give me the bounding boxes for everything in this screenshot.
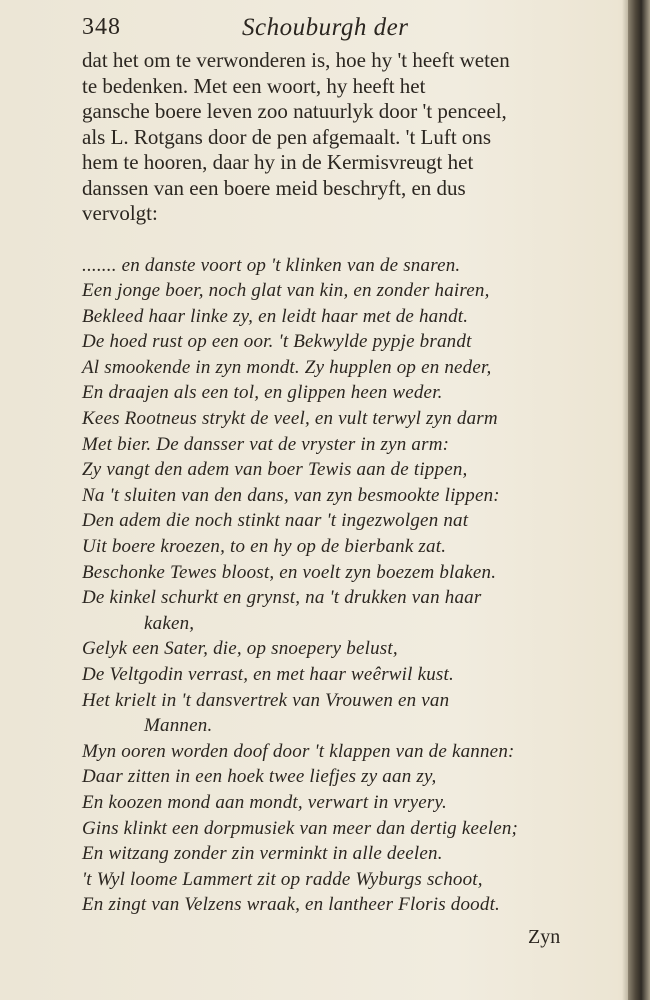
prose-line: als L. Rotgans door de pen afgemaalt. 't Luft ons — [82, 124, 492, 149]
page-edge — [628, 0, 650, 1000]
verse-line-continuation: kaken, — [144, 612, 195, 634]
prose-line: te bedenken. Met een woort, hy heeft het — [82, 73, 426, 98]
verse-line: Gelyk een Sater, die, op snoepery belust, — [82, 638, 398, 660]
verse-line: Uit boere kroezen, to en hy op de bierbank zat. — [82, 536, 447, 558]
verse-line: Na 't sluiten van den dans, van zyn besmookte lippen: — [82, 484, 500, 506]
page-number: 348 — [82, 14, 121, 40]
verse-line: ....... en danste voort op 't klinken van de snaren. — [82, 254, 461, 276]
prose-line: hem te hooren, daar hy in de Kermisvreugt het — [82, 150, 474, 174]
verse-line: De kinkel schurkt en grynst, na 't drukken van haar — [82, 587, 482, 609]
verse-line: Met bier. De dansser vat de vryster in zyn arm: — [82, 433, 450, 455]
prose-line: vervolgt: — [82, 201, 158, 225]
prose-paragraph — [82, 48, 572, 227]
prose-line: gansche boere leven zoo natuurlyk door 't penceel, — [82, 99, 507, 123]
verse-line-continuation: Mannen. — [144, 715, 213, 737]
catchword: Zyn — [528, 926, 561, 948]
verse-line: De hoed rust op een oor. 't Bekwylde pypje brandt — [82, 331, 472, 353]
verse-line: Bekleed haar linke zy, en leidt haar met de handt. — [82, 305, 469, 327]
page-header — [82, 14, 572, 48]
verse-line: Het krielt in 't dansvertrek van Vrouwen en van — [82, 689, 450, 711]
prose-line: dat het om te verwonderen is, hoe hy 't heeft weten — [82, 48, 510, 72]
verse-line: Zy vangt den adem van boer Tewis aan de tippen, — [82, 459, 468, 481]
verse-line: Myn ooren worden doof door 't klappen van de kannen: — [82, 740, 515, 762]
verse-line: Al smookende in zyn mondt. Zy hupplen op en neder, — [82, 356, 492, 378]
verse-line: De Veltgodin verrast, en met haar weêrwil kust. — [82, 664, 454, 685]
verse-line: En draajen als een tol, en glippen heen weder. — [82, 382, 443, 404]
verse-line: 't Wyl loome Lammert zit op radde Wyburgs schoot, — [82, 868, 483, 890]
verse-line: Gins klinkt een dorpmusiek van meer dan dertig keelen; — [82, 817, 519, 839]
verse-quotation — [82, 253, 572, 918]
verse-line: Kees Rootneus strykt de veel, en vult terwyl zyn darm — [82, 408, 498, 430]
verse-line: En witzang zonder zin verminkt in alle deelen. — [82, 843, 443, 865]
verse-line: Den adem die noch stinkt naar 't ingezwolgen nat — [82, 510, 469, 532]
verse-line: Beschonke Tewes bloost, en voelt zyn boezem blaken. — [82, 561, 497, 583]
prose-line: danssen van een boere meid beschryft, en dus — [82, 175, 466, 200]
verse-line: En koozen mond aan mondt, verwart in vryery. — [82, 791, 447, 813]
verse-line: Een jonge boer, noch glat van kin, en zonder hairen, — [82, 280, 490, 302]
text-block — [82, 14, 572, 918]
verse-line: Daar zitten in een hoek twee liefjes zy aan zy, — [82, 766, 437, 788]
running-head: Schouburgh der — [242, 14, 409, 41]
verse-line: En zingt van Velzens wraak, en lantheer Floris doodt. — [82, 894, 501, 916]
